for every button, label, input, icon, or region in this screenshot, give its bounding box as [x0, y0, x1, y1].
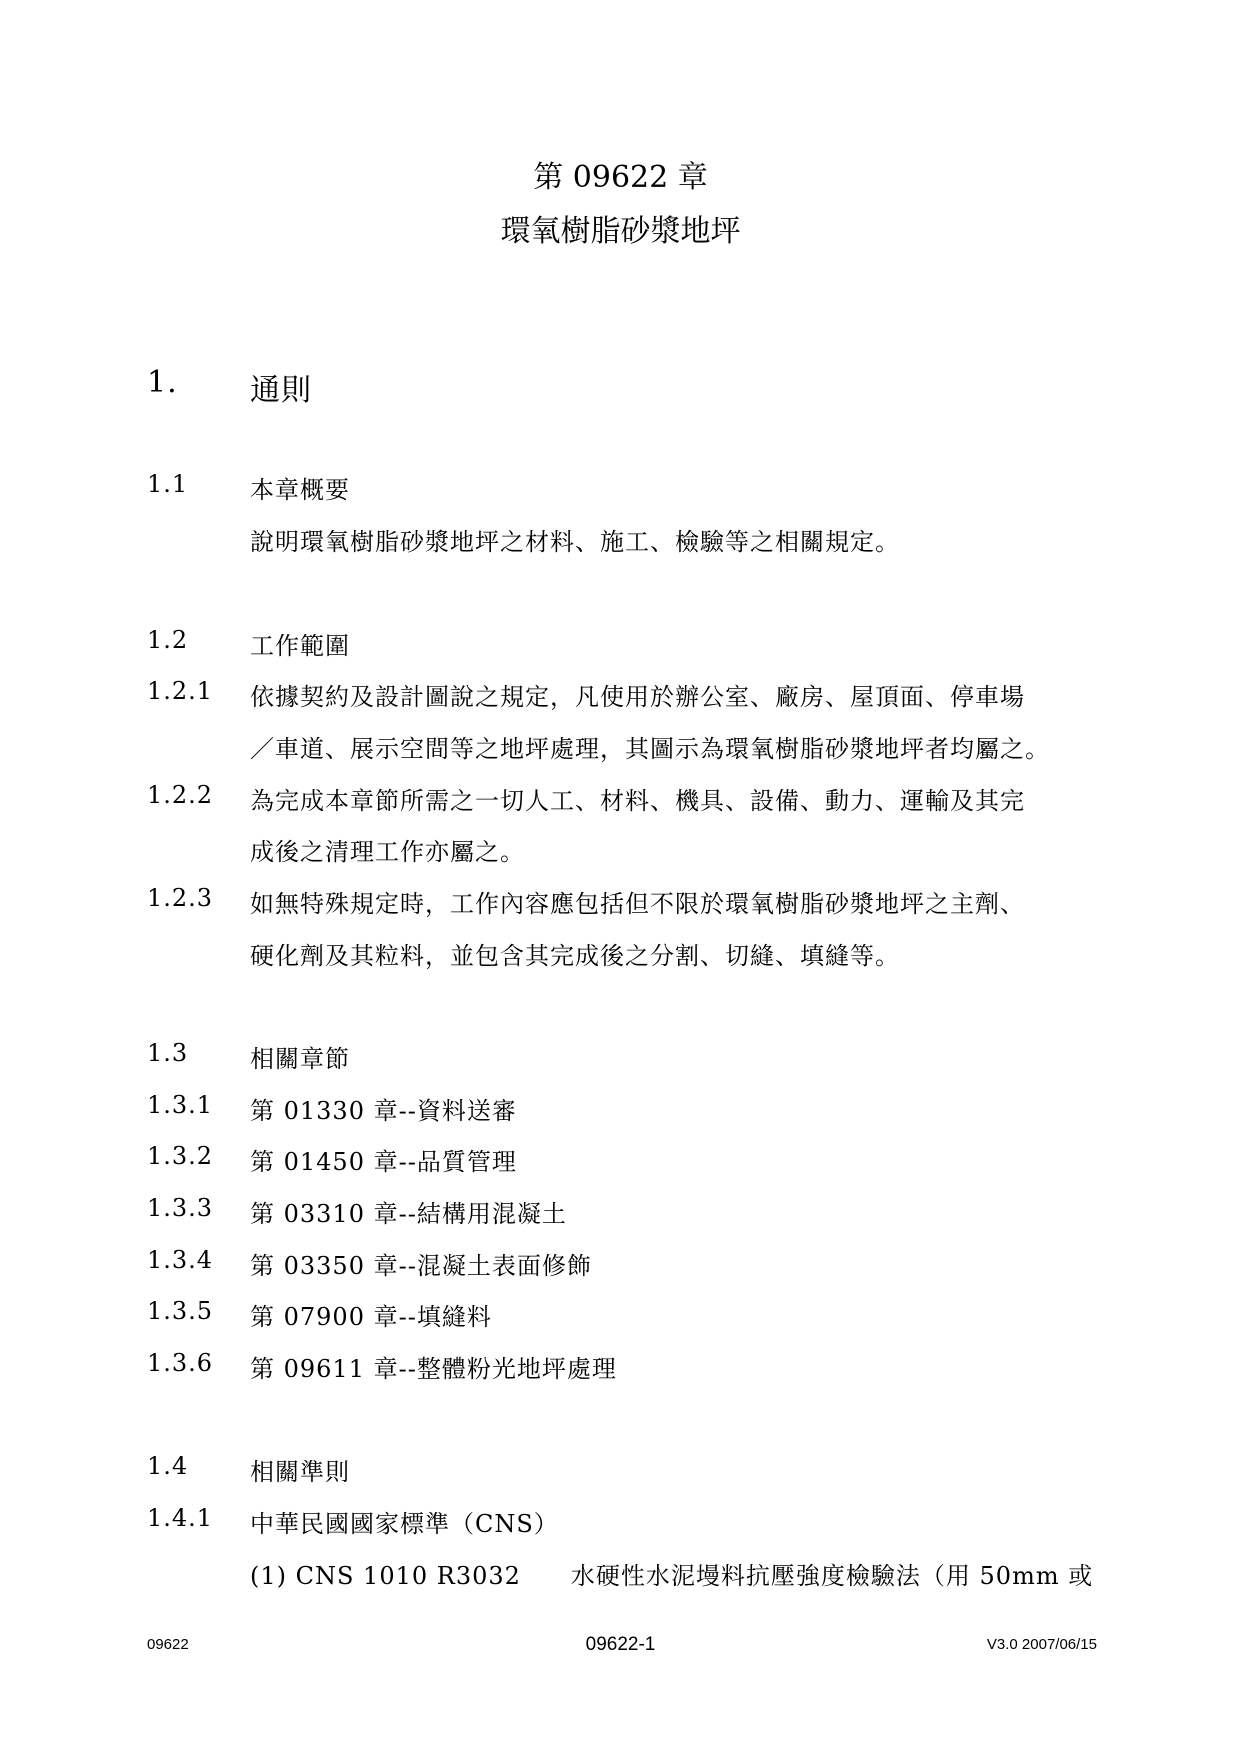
section-text: 第 07900 章--填縫料 [250, 1303, 492, 1331]
section-number: 1.2.3 [147, 884, 214, 912]
section-text: 第 03310 章--結構用混凝土 [250, 1200, 567, 1228]
section-text: 相關章節 [250, 1045, 350, 1073]
section-text: 依據契約及設計圖說之規定，凡使用於辦公室、廠房、屋頂面、停車場 [250, 683, 1025, 711]
footer-chapter-code: 09622 [147, 1636, 189, 1653]
footer-version-date: V3.0 2007/06/15 [986, 1636, 1097, 1653]
section-text: 通則 [250, 373, 312, 408]
section-text: 如無特殊規定時，工作內容應包括但不限於環氧樹脂砂漿地坪之主劑、 [250, 890, 1025, 918]
section-number: 1.2.1 [147, 677, 214, 705]
chapter-number: 第 09622 章 [533, 160, 708, 195]
chapter-title: 環氧樹脂砂漿地坪 [500, 214, 741, 249]
section-text: 說明環氧樹脂砂漿地坪之材料、施工、檢驗等之相關規定。 [250, 528, 900, 556]
section-text: 第 01450 章--品質管理 [250, 1148, 517, 1176]
section-number: 1.3 [147, 1039, 189, 1067]
section-text: 第 01330 章--資料送審 [250, 1097, 517, 1125]
section-number: 1. [147, 365, 178, 400]
section-number: 1.3.5 [147, 1297, 214, 1325]
section-number: 1.4.1 [147, 1504, 214, 1532]
section-number: 1.1 [147, 470, 189, 498]
section-number: 1.2.2 [147, 781, 214, 809]
section-text: 為完成本章節所需之一切人工、材料、機具、設備、動力、運輸及其完 [250, 787, 1025, 815]
section-number: 1.3.6 [147, 1349, 214, 1377]
section-text: ／車道、展示空間等之地坪處理，其圖示為環氧樹脂砂漿地坪者均屬之。 [250, 735, 1050, 763]
section-text: 成後之清理工作亦屬之。 [250, 838, 525, 866]
section-number: 1.3.4 [147, 1246, 214, 1274]
page-number: 09622-1 [585, 1634, 656, 1655]
section-text: 工作範圍 [250, 632, 350, 660]
section-number: 1.4 [147, 1452, 189, 1480]
section-text: 第 09611 章--整體粉光地坪處理 [250, 1355, 617, 1383]
section-number: 1.3.1 [147, 1091, 214, 1119]
section-number: 1.3.2 [147, 1142, 214, 1170]
section-text: 第 03350 章--混凝土表面修飾 [250, 1252, 592, 1280]
section-text: (1) CNS 1010 R3032 水硬性水泥墁料抗壓強度檢驗法（用 50mm 或 [250, 1562, 1094, 1590]
section-number: 1.3.3 [147, 1194, 214, 1222]
section-text: 本章概要 [250, 476, 350, 504]
section-text: 相關準則 [250, 1458, 350, 1486]
section-text: 硬化劑及其粒料，並包含其完成後之分割、切縫、填縫等。 [250, 942, 900, 970]
section-number: 1.2 [147, 626, 189, 654]
section-text: 中華民國國家標準（CNS） [250, 1510, 559, 1538]
